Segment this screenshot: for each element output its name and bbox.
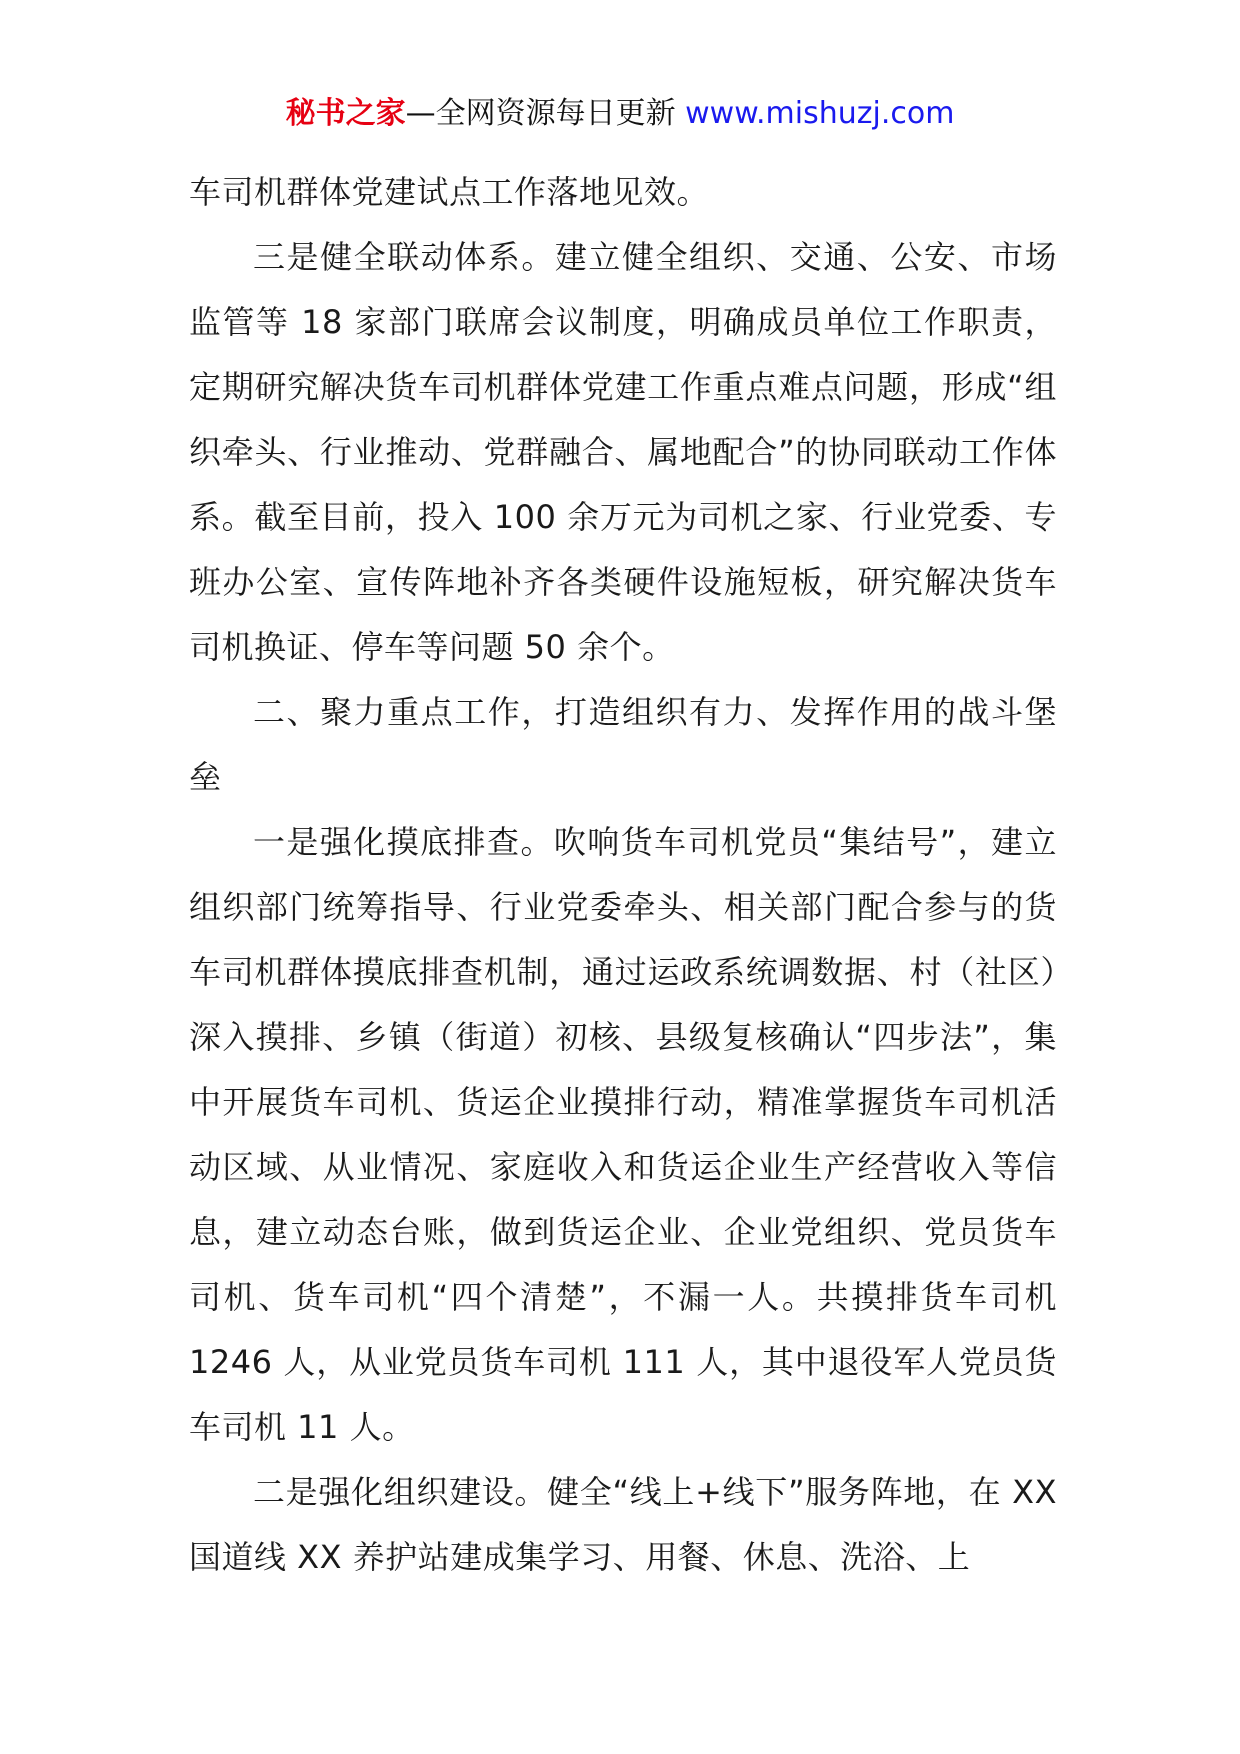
paragraph-investigation: 一是强化摸底排查。吹响货车司机党员“集结号”，建立组织部门统筹指导、行业党委牵头、相关部门配合参与的货车司机群体摸底排查机制，通过运政系统调数据、村（社区）深入摸排、乡镇（街道）初核、县级复核确认“四步法”，集中开展货车司机、货运企业摸排行动，精准掌握货车司机活动区域、从业情况、家庭收入和货运企业生产经营收入等信息，建立动态台账，做到货运企业、企业党组织、党员货车司机、货车司机“四个清楚”，不漏一人。共摸排货车司机 1246 人，从业党员货车司机 111 人，其中退役军人党员货车司机 11 人。 — [189, 823, 1057, 1446]
document-body — [189, 160, 1057, 1590]
site-header — [0, 92, 1240, 136]
site-brand: 秘书之家 — [285, 96, 406, 131]
paragraph-linkage-system: 三是健全联动体系。建立健全组织、交通、公安、市场监管等 18 家部门联席会议制度，明确成员单位工作职责，定期研究解决货车司机群体党建工作重点难点问题，形成“组织牵头、行业推动、党群融合、属地配合”的协同联动工作体系。截至目前，投入 100 余万元为司机之家、行业党委、专班办公室、宣传阵地补齐各类硬件设施短板，研究解决货车司机换证、停车等问题 50 余个。 — [189, 238, 1057, 666]
paragraph-continuation: 车司机群体党建试点工作落地见效。 — [189, 173, 710, 211]
site-url-link[interactable]: www.mishuzj.com — [685, 96, 955, 131]
section-heading-key-work: 二、聚力重点工作，打造组织有力、发挥作用的战斗堡垒 — [189, 693, 1057, 796]
paragraph-organization-building: 二是强化组织建设。健全“线上+线下”服务阵地，在 XX 国道线 XX 养护站建成集学习、用餐、休息、洗浴、上 — [189, 1473, 1057, 1576]
site-tagline: —全网资源每日更新 — [405, 96, 686, 131]
